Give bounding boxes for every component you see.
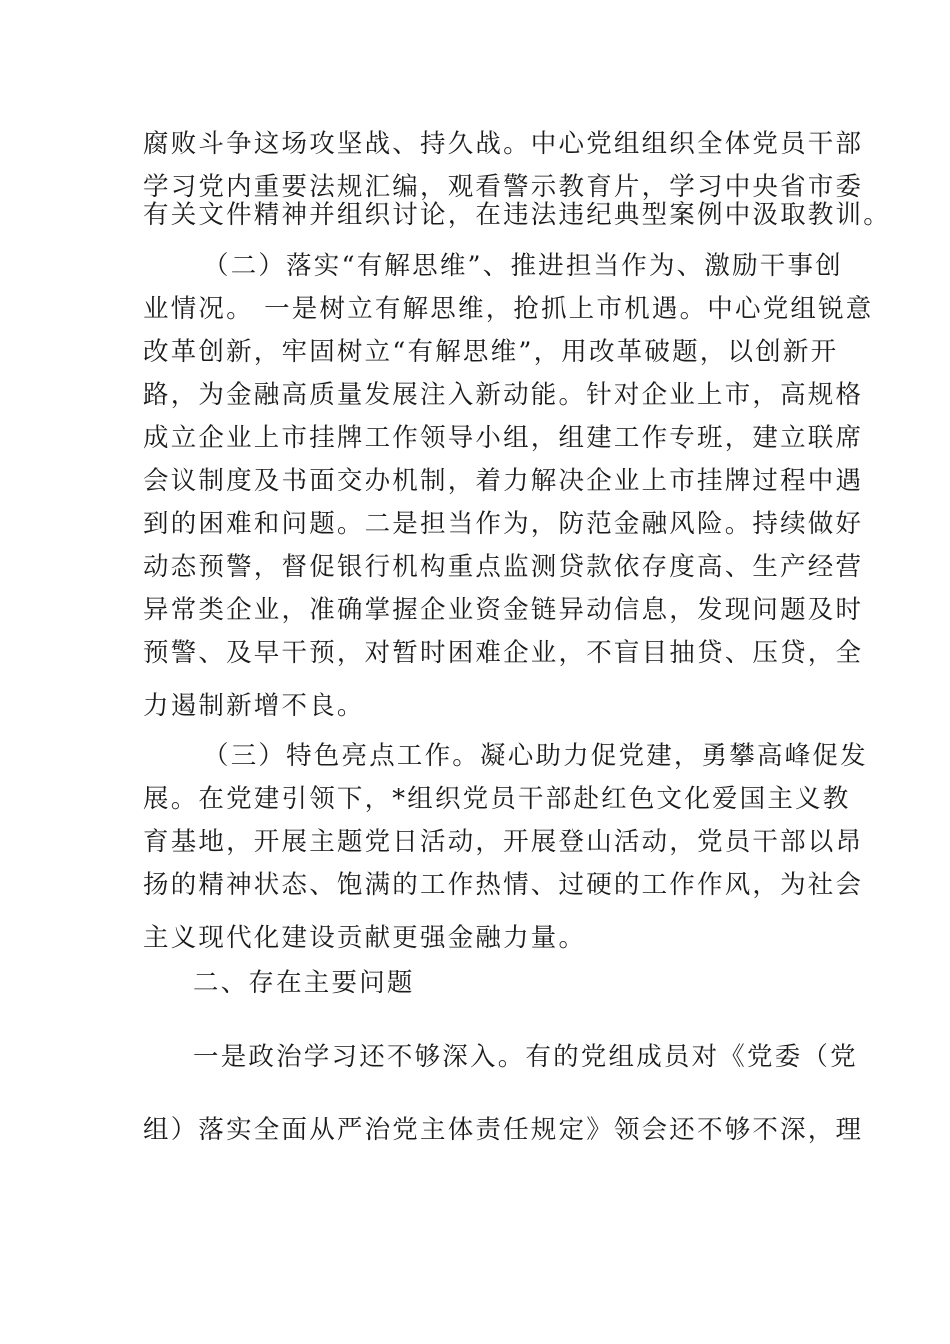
chapter-heading: 二、存在主要问题 <box>193 968 415 998</box>
text-line: 组）落实全面从严治党主体责任规定》领会还不够不深，理 <box>143 1115 864 1145</box>
section-heading-line: （三）特色亮点工作。凝心助力促党建，勇攀高峰促发 <box>203 741 868 771</box>
text-line: 扬的精神状态、饱满的工作热情、过硬的工作作风，为社会 <box>143 870 864 900</box>
text-line: 路，为金融高质量发展注入新动能。针对企业上市，高规格 <box>143 380 864 410</box>
text-line: 改革创新，牢固树立“有解思维”，用改革破题，以创新开 <box>143 337 839 367</box>
text-line: 动态预警，督促银行机构重点监测贷款依存度高、生产经营 <box>143 552 864 582</box>
text-line: 学习党内重要法规汇编，观看警示教育片，学习中央省市委 <box>143 172 864 202</box>
text-line: 有关文件精神并组织讨论，在违法违纪典型案例中汲取教训。 <box>143 200 891 230</box>
text-line: 力遏制新增不良。 <box>143 691 365 721</box>
text-line: 主义现代化建设贡献更强金融力量。 <box>143 923 587 953</box>
text-line: 会议制度及书面交办机制，着力解决企业上市挂牌过程中遇 <box>143 466 864 496</box>
text-line: 到的困难和问题。二是担当作为，防范金融风险。持续做好 <box>143 509 864 539</box>
text-line: 腐败斗争这场攻坚战、持久战。中心党组组织全体党员干部 <box>143 129 864 159</box>
text-line: 预警、及早干预，对暂时困难企业，不盲目抽贷、压贷，全 <box>143 638 864 668</box>
text-line: 展。在党建引领下，*组织党员干部赴红色文化爱国主义教 <box>143 784 851 814</box>
text-line: 成立企业上市挂牌工作领导小组，组建工作专班，建立联席 <box>143 423 864 453</box>
text-line: 一是政治学习还不够深入。有的党组成员对《党委（党 <box>193 1042 858 1072</box>
section-heading-line: （二）落实“有解思维”、推进担当作为、激励干事创 <box>203 251 843 281</box>
text-line: 异常类企业，准确掌握企业资金链异动信息，发现问题及时 <box>143 595 864 625</box>
text-line: 业情况。 一是树立有解思维，抢抓上市机遇。中心党组锐意 <box>143 294 874 324</box>
text-line: 育基地，开展主题党日活动，开展登山活动，党员干部以昂 <box>143 827 864 857</box>
